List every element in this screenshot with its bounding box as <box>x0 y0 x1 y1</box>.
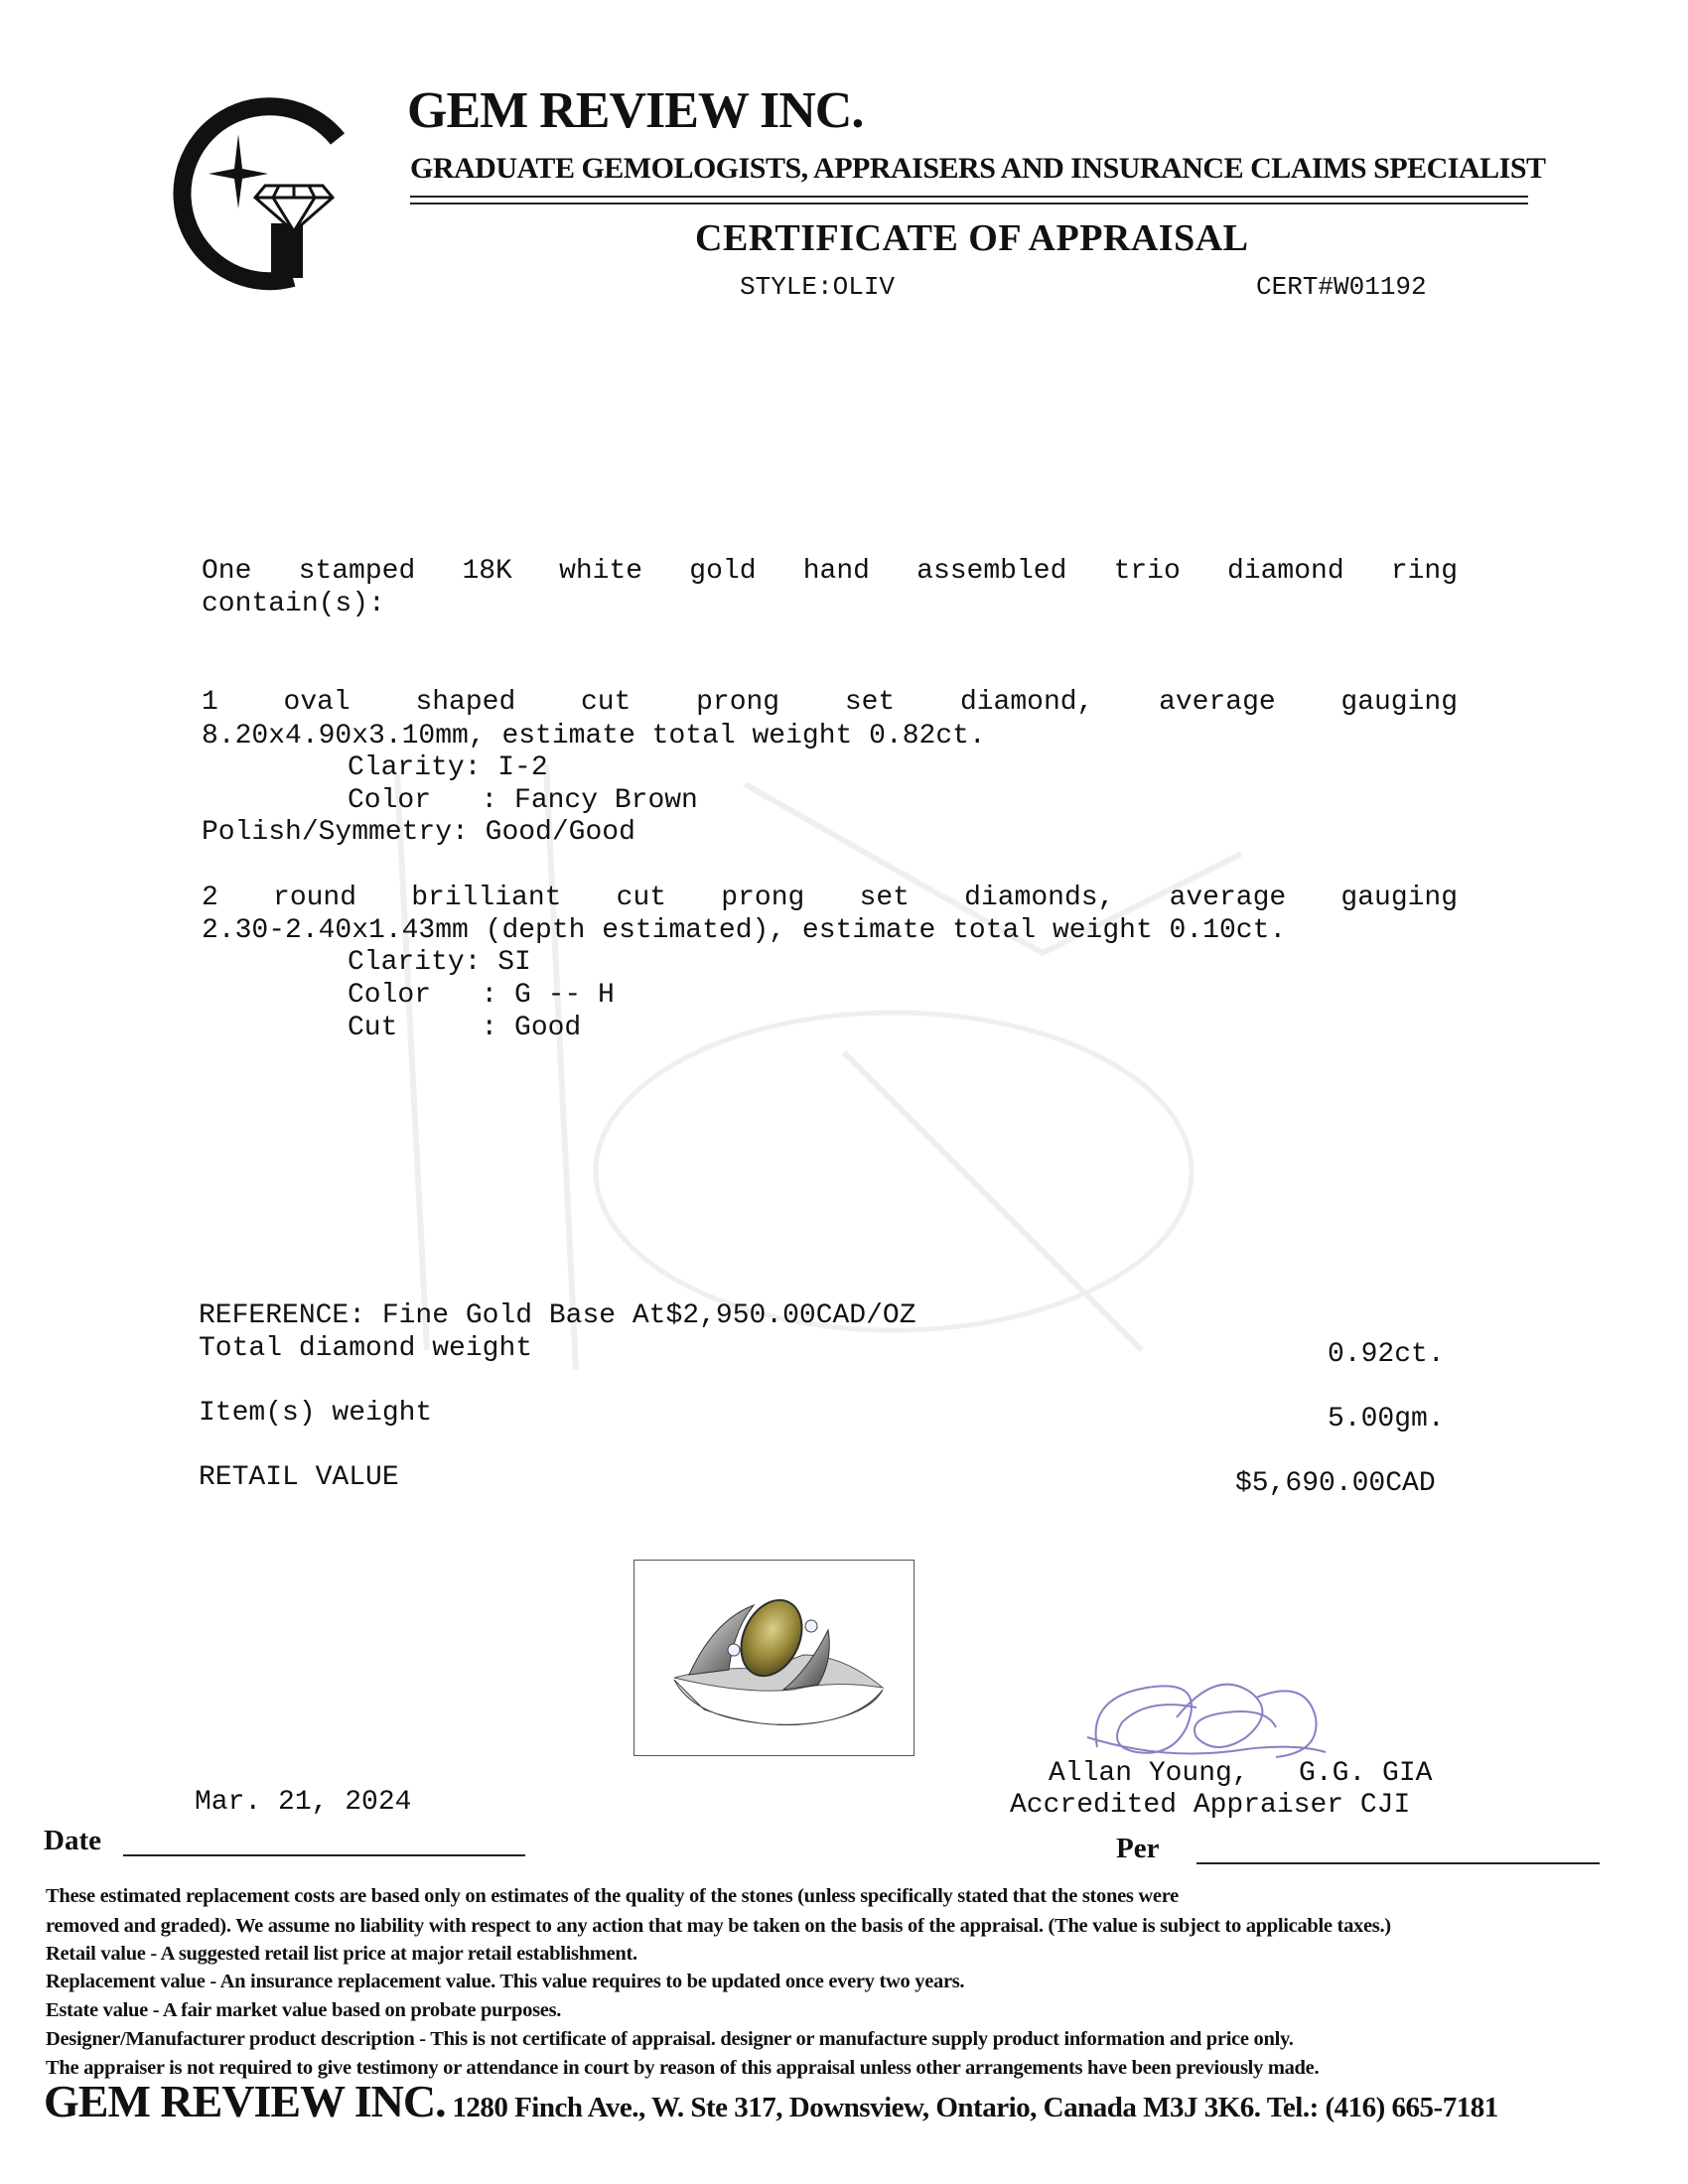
item-description: One stamped 18K white gold hand assembled trio diamond ring <box>202 556 1459 587</box>
retail-value-label: RETAIL VALUE <box>199 1462 399 1493</box>
certificate-title: CERTIFICATE OF APPRAISAL <box>695 217 1249 259</box>
header-rule <box>410 203 1528 205</box>
stone2-description: 2 round brilliant cut prong set diamonds, average gauging <box>202 883 1459 913</box>
stone2-clarity: Clarity: SI <box>348 947 531 978</box>
stone1-description: 1 oval shaped cut prong set diamond, average gauging <box>202 687 1459 718</box>
footer-company-name: GEM REVIEW INC. <box>44 2076 446 2126</box>
disclaimer-line: removed and graded). We assume no liability with respect to any action that may be taken on the basis of the appraisal. (The value is subject to applicable taxes.) <box>46 1915 1391 1937</box>
disclaimer-line: The appraiser is not required to give testimony or attendance in court by reason of this appraisal unless other arrangements have been previously made. <box>46 2057 1320 2079</box>
stone2-measurements: 2.30-2.40x1.43mm (depth estimated), estimate total weight 0.10ct. <box>202 915 1287 946</box>
per-signature-line <box>1196 1862 1600 1864</box>
company-logo <box>154 94 352 293</box>
ring-photo <box>633 1560 914 1756</box>
per-label: Per <box>1116 1833 1160 1864</box>
company-tagline: GRADUATE GEMOLOGISTS, APPRAISERS AND INSURANCE CLAIMS SPECIALIST <box>410 152 1546 185</box>
appraiser-accreditation: Accredited Appraiser CJI <box>1010 1790 1411 1821</box>
item-description-cont: contain(s): <box>202 589 385 619</box>
footer-address: 1280 Finch Ave., W. Ste 317, Downsview, Ontario, Canada M3J 3K6. Tel.: (416) 665-7181 <box>445 2092 1498 2123</box>
style-code: STYLE:OLIV <box>740 272 896 302</box>
stone2-color: Color : G -- H <box>348 980 615 1011</box>
disclaimer-line: Estate value - A fair market value based on probate purposes. <box>46 1999 562 2021</box>
item-weight-label: Item(s) weight <box>199 1398 433 1429</box>
date-signature-line <box>123 1854 525 1856</box>
header-rule <box>410 196 1528 198</box>
appraiser-signature <box>1077 1658 1405 1767</box>
stone1-clarity: Clarity: I-2 <box>348 752 548 783</box>
disclaimer-line: Designer/Manufacturer product description - This is not certificate of appraisal. designer or manufacture supply product information and price only. <box>46 2028 1294 2050</box>
company-name: GEM REVIEW INC. <box>407 82 864 139</box>
disclaimer-line: Replacement value - An insurance replacement value. This value requires to be updated once every two years. <box>46 1971 965 1992</box>
date-label: Date <box>44 1825 101 1856</box>
total-diamond-weight-label: Total diamond weight <box>199 1333 533 1364</box>
total-diamond-weight-value: 0.92ct. <box>1328 1339 1445 1370</box>
appraisal-date: Mar. 21, 2024 <box>195 1787 412 1818</box>
disclaimer-line: These estimated replacement costs are based only on estimates of the quality of the stones (unless specifically stated that the stones were <box>46 1885 1179 1907</box>
disclaimer-line: Retail value - A suggested retail list price at major retail establishment. <box>46 1943 637 1965</box>
stone1-polish: Polish/Symmetry: Good/Good <box>202 817 635 848</box>
retail-value-amount: $5,690.00CAD <box>1235 1468 1436 1499</box>
footer-address-block <box>44 2075 1498 2127</box>
appraiser-name: Allan Young, G.G. GIA <box>1049 1758 1433 1789</box>
certificate-number: CERT#W01192 <box>1256 272 1427 302</box>
stone2-cut: Cut : Good <box>348 1013 582 1043</box>
stone1-measurements: 8.20x4.90x3.10mm, estimate total weight 0.82ct. <box>202 721 986 751</box>
stone1-color: Color : Fancy Brown <box>348 785 698 816</box>
gold-reference: REFERENCE: Fine Gold Base At$2,950.00CAD/OZ <box>199 1300 916 1331</box>
item-weight-value: 5.00gm. <box>1328 1404 1445 1434</box>
